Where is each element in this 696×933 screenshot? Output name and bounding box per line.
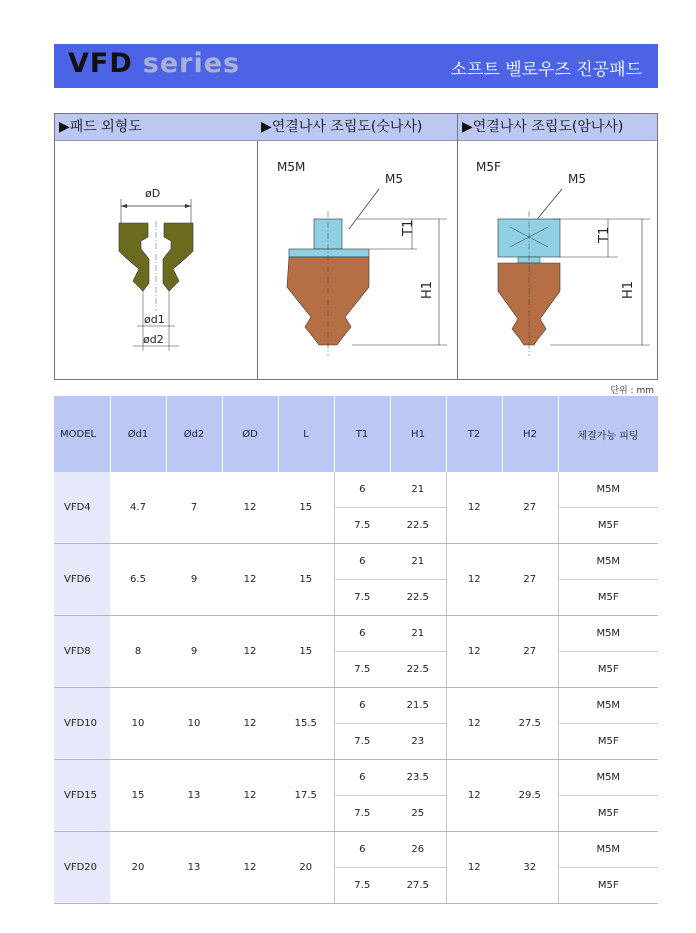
series-word: series <box>142 48 241 79</box>
female-thread-label: M5 <box>568 172 586 186</box>
cell-L: 20 <box>278 832 334 904</box>
table-header-row <box>54 396 658 472</box>
cell-h1: 21 <box>390 544 446 580</box>
cell-h1: 22.5 <box>390 580 446 616</box>
male-thread-label: M5 <box>385 172 403 186</box>
cell-d1: 6.5 <box>110 544 166 616</box>
cell-h1: 23 <box>390 724 446 760</box>
title-banner <box>54 44 658 88</box>
table-row <box>54 472 658 508</box>
female-h1-label: H1 <box>621 280 636 299</box>
unit-note: 단위 : mm <box>610 386 654 396</box>
dim-d2-label: ød2 <box>143 333 164 346</box>
cell-t1: 6 <box>334 544 390 580</box>
cell-D: 12 <box>222 832 278 904</box>
cell-fitting: M5F <box>558 508 658 544</box>
table-row <box>54 832 658 868</box>
cell-model: VFD4 <box>54 472 110 544</box>
cell-D: 12 <box>222 544 278 616</box>
cell-h1: 22.5 <box>390 508 446 544</box>
diagram-box <box>54 113 658 380</box>
cell-t1: 6 <box>334 616 390 652</box>
cell-fitting: M5F <box>558 796 658 832</box>
cell-L: 15 <box>278 544 334 616</box>
spec-table <box>54 396 659 904</box>
cell-d2: 7 <box>166 472 222 544</box>
cell-d1: 10 <box>110 688 166 760</box>
dim-d1-label: ød1 <box>144 313 165 326</box>
male-thread-panel <box>257 114 458 379</box>
pad-outline-panel <box>55 114 258 379</box>
cell-model: VFD8 <box>54 616 110 688</box>
cell-fitting: M5F <box>558 580 658 616</box>
female-thread-title: ▶연결나사 조립도(암나사) <box>458 114 657 141</box>
cell-d1: 20 <box>110 832 166 904</box>
cell-d2: 13 <box>166 760 222 832</box>
cell-D: 12 <box>222 616 278 688</box>
male-h1-label: H1 <box>420 280 435 299</box>
male-t1-label: T1 <box>401 219 416 236</box>
cell-h1: 27.5 <box>390 868 446 904</box>
cell-t1: 7.5 <box>334 868 390 904</box>
cell-h1: 21.5 <box>390 688 446 724</box>
col-header-d2: Ød2 <box>166 396 222 472</box>
cell-h2: 27.5 <box>502 688 558 760</box>
cell-h1: 21 <box>390 616 446 652</box>
cell-fitting: M5M <box>558 832 658 868</box>
cell-model: VFD15 <box>54 760 110 832</box>
cell-d2: 9 <box>166 616 222 688</box>
cell-h1: 26 <box>390 832 446 868</box>
pad-left-section <box>119 223 149 291</box>
cell-fitting: M5M <box>558 544 658 580</box>
product-subtitle: 소프트 벨로우즈 진공패드 <box>450 60 642 80</box>
series-name: VFD <box>68 48 133 79</box>
male-fitting-flange <box>289 249 369 257</box>
table-row <box>54 616 658 652</box>
cell-t1: 6 <box>334 760 390 796</box>
cell-t2: 12 <box>446 544 502 616</box>
female-thread-panel <box>458 114 657 379</box>
cell-d1: 4.7 <box>110 472 166 544</box>
cell-t1: 7.5 <box>334 724 390 760</box>
cell-d2: 9 <box>166 544 222 616</box>
male-thread-title: ▶연결나사 조립도(숫나사) <box>257 114 457 141</box>
cell-fitting: M5F <box>558 724 658 760</box>
cell-t2: 12 <box>446 472 502 544</box>
col-header-h2: H2 <box>502 396 558 472</box>
cell-d2: 10 <box>166 688 222 760</box>
cell-h1: 21 <box>390 472 446 508</box>
cell-fitting: M5M <box>558 760 658 796</box>
cell-model: VFD6 <box>54 544 110 616</box>
cell-L: 15 <box>278 616 334 688</box>
cell-h2: 29.5 <box>502 760 558 832</box>
table-row <box>54 760 658 796</box>
cell-t2: 12 <box>446 616 502 688</box>
cell-h2: 27 <box>502 472 558 544</box>
dim-D-label: øD <box>145 187 161 200</box>
col-header-D: ØD <box>222 396 278 472</box>
cell-L: 15.5 <box>278 688 334 760</box>
pad-outline-drawing <box>55 141 257 379</box>
cell-t1: 7.5 <box>334 508 390 544</box>
cell-D: 12 <box>222 760 278 832</box>
cell-fitting: M5M <box>558 472 658 508</box>
cell-t1: 6 <box>334 472 390 508</box>
cell-D: 12 <box>222 688 278 760</box>
female-t1-label: T1 <box>597 226 612 243</box>
cell-h2: 32 <box>502 832 558 904</box>
cell-fitting: M5M <box>558 616 658 652</box>
col-header-t1: T1 <box>334 396 390 472</box>
cell-h2: 27 <box>502 544 558 616</box>
cell-t2: 12 <box>446 832 502 904</box>
cell-d1: 8 <box>110 616 166 688</box>
pad-outline-title: ▶패드 외형도 <box>55 114 257 141</box>
cell-fitting: M5M <box>558 688 658 724</box>
cell-t1: 6 <box>334 832 390 868</box>
cell-t1: 7.5 <box>334 652 390 688</box>
cell-L: 15 <box>278 472 334 544</box>
cell-t2: 12 <box>446 760 502 832</box>
cell-h1: 25 <box>390 796 446 832</box>
table-row <box>54 688 658 724</box>
cell-model: VFD20 <box>54 832 110 904</box>
cell-t1: 6 <box>334 688 390 724</box>
cell-h1: 22.5 <box>390 652 446 688</box>
col-header-fitting: 체결가능 피팅 <box>558 396 658 472</box>
cell-D: 12 <box>222 472 278 544</box>
cell-fitting: M5F <box>558 868 658 904</box>
col-header-t2: T2 <box>446 396 502 472</box>
cell-h2: 27 <box>502 616 558 688</box>
col-header-L: L <box>278 396 334 472</box>
cell-fitting: M5F <box>558 652 658 688</box>
male-model-label: M5M <box>277 160 306 174</box>
cell-t2: 12 <box>446 688 502 760</box>
cell-d1: 15 <box>110 760 166 832</box>
col-header-model: MODEL <box>54 396 110 472</box>
series-title <box>68 48 240 79</box>
table-row <box>54 544 658 580</box>
female-model-label: M5F <box>476 160 501 174</box>
cell-t1: 7.5 <box>334 580 390 616</box>
cell-model: VFD10 <box>54 688 110 760</box>
female-thread-drawing <box>458 141 657 379</box>
cell-d2: 13 <box>166 832 222 904</box>
male-thread-drawing <box>257 141 457 379</box>
cell-L: 17.5 <box>278 760 334 832</box>
cell-t1: 7.5 <box>334 796 390 832</box>
col-header-h1: H1 <box>390 396 446 472</box>
cell-h1: 23.5 <box>390 760 446 796</box>
col-header-d1: Ød1 <box>110 396 166 472</box>
pad-right-section <box>163 223 193 291</box>
